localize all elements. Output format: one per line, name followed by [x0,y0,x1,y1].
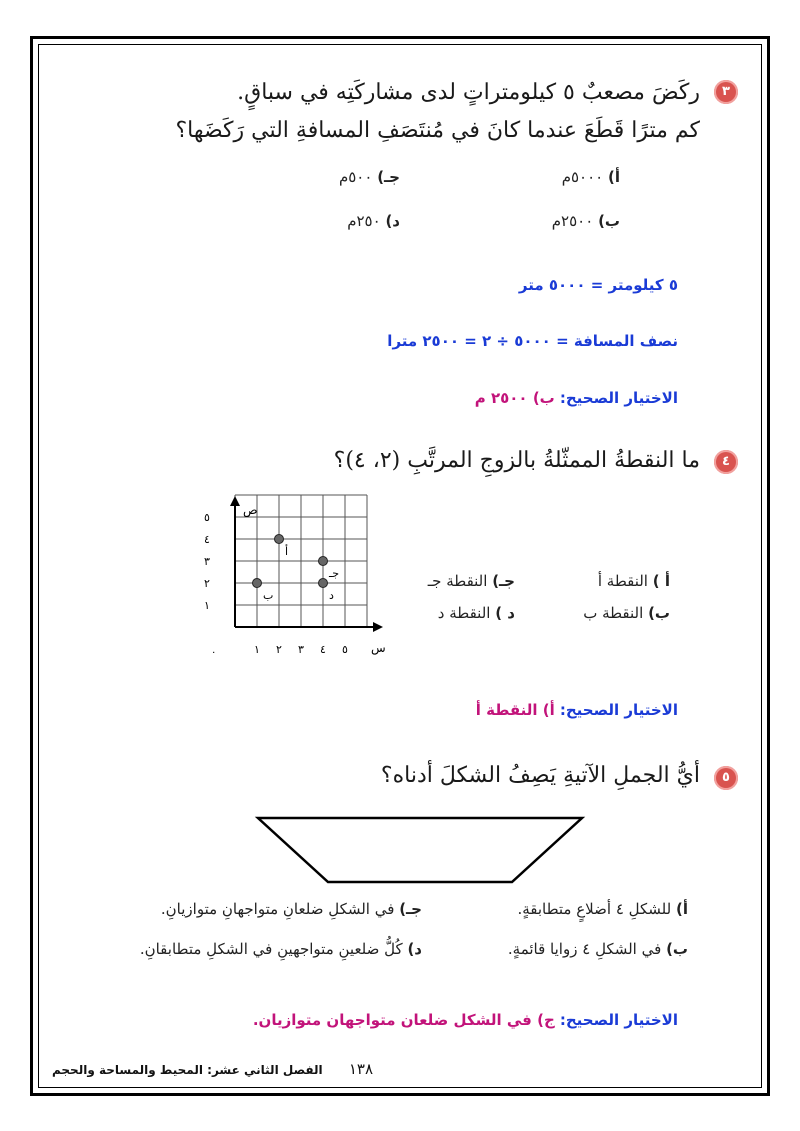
trapezoid [258,818,582,882]
option-d-letter: د ) [495,604,515,622]
question-4-answer [476,700,678,719]
question-5-text: أيُّ الجملِ الآتيةِ يَصِفُ الشكلَ أدناه؟ [380,763,700,788]
question-5-option-c [161,900,422,918]
option-b-letter: ب) [598,212,620,230]
x-tick-label: ١ [254,643,260,656]
question-3-solution-line-2: نصف المسافة = ٥٠٠٠ ÷ ٢ = ٢٥٠٠ مترا [387,332,678,350]
grid-point [275,535,284,544]
chapter-label: الفصل الثاني عشر: [207,1063,323,1077]
question-5-option-a [517,900,688,918]
question-4-number-badge: ٤ [714,450,738,474]
question-4-option-a [598,572,670,590]
y-axis-arrow [230,496,240,506]
option-d-text: ٢٥٠م [347,212,381,230]
answer-value: ج) في الشكل ضلعان متواجهان متوازيان. [252,1011,555,1029]
option-b-text: في الشكلِ ٤ زوايا قائمةٍ. [507,940,662,958]
option-c-letter: جـ) [399,900,422,918]
chapter-title: المحيط والمساحة والحجم [52,1063,203,1077]
answer-value: أ) النقطة أ [475,701,555,719]
x-tick-label: ٤ [320,643,326,656]
y-tick-label: ٥ [204,511,210,524]
option-d-text: كُلُّ ضلعينِ متواجهينِ في الشكلِ متطابقانِ. [139,940,403,958]
question-5-answer [253,1010,678,1029]
question-5-option-d [140,940,422,958]
y-tick-label: ١ [204,599,210,612]
grid-point [319,557,328,566]
option-d-text: النقطة د [437,604,491,622]
question-3-option-b [552,212,620,230]
option-a-text: النقطة أ [597,572,648,590]
option-b-text: النقطة ب [583,604,644,622]
question-3-option-d [347,212,400,230]
option-b-letter: ب) [666,940,688,958]
question-3-line-2: كم مترًا قَطَعَ عندما كانَ في مُنتَصَفِ المسافةِ التي رَكَضَها؟ [175,118,700,143]
option-a-text: ٥٠٠٠م [561,168,604,186]
y-tick-label: ٢ [204,577,210,590]
option-a-text: للشكلِ ٤ أضلاعٍ متطابقةٍ. [517,900,672,918]
question-3-option-a [562,168,620,186]
answer-label: الاختيار الصحيح: [559,1011,678,1029]
option-a-letter: أ ) [652,572,670,590]
question-4-option-c [428,572,515,590]
coordinate-grid [195,492,395,667]
y-tick-label: ٤ [204,533,210,546]
x-axis-arrow [373,622,383,632]
option-b-letter: ب) [648,604,670,622]
page-number: ١٣٨ [348,1060,374,1078]
origin-label: ٠ [211,647,217,658]
question-3-answer [475,388,678,407]
question-3-option-c [339,168,400,186]
option-d-letter: د) [385,212,400,230]
question-5-option-b [508,940,688,958]
x-tick-labels [254,643,348,656]
x-tick-label: ٢ [276,643,282,656]
page-footer [52,1060,373,1078]
grid-point-label: جـ [329,567,340,580]
grid-point-label: أ [285,545,289,558]
grid-point-label: د [329,589,334,602]
option-a-letter: أ) [608,168,620,186]
x-tick-label: ٣ [298,643,304,656]
option-c-text: في الشكلِ ضلعانِ متواجهانِ متوازيانِ. [160,900,395,918]
option-a-letter: أ) [676,900,688,918]
question-4-option-b [583,604,670,622]
option-c-letter: جـ) [377,168,400,186]
option-c-text: ٥٠٠م [338,168,373,186]
answer-label: الاختيار الصحيح: [559,701,678,719]
y-tick-labels [204,511,210,612]
question-3-line-1: ركَضَ مصعبٌ ٥ كيلومتراتٍ لدى مشاركَتِه في سباقٍ. [237,80,700,105]
answer-value: ب) ٢٥٠٠ م [474,389,555,407]
answer-label: الاختيار الصحيح: [559,389,678,407]
question-4-option-d [438,604,515,622]
x-tick-label: ٥ [342,643,348,656]
x-axis-label: س [371,641,386,655]
option-c-text: النقطة جـ [427,572,488,590]
question-3-solution-line-1: ٥ كيلومتر = ٥٠٠٠ متر [518,276,678,294]
grid-point [319,579,328,588]
grid-points [253,535,340,603]
page-inner-border [38,44,762,1088]
grid-point-label: ب [263,589,274,602]
grid-point [253,579,262,588]
option-c-letter: جـ) [492,572,515,590]
trapezoid-shape [250,810,590,890]
question-4-text: ما النقطةُ الممثّلةُ بالزوجِ المرتَّبِ (٢، ٤)؟ [333,448,700,473]
question-3-number-badge: ٣ [714,80,738,104]
y-tick-label: ٣ [204,555,210,568]
option-b-text: ٢٥٠٠م [551,212,594,230]
y-axis-label: ص [243,503,258,517]
option-d-letter: د) [407,940,422,958]
question-5-number-badge: ٥ [714,766,738,790]
